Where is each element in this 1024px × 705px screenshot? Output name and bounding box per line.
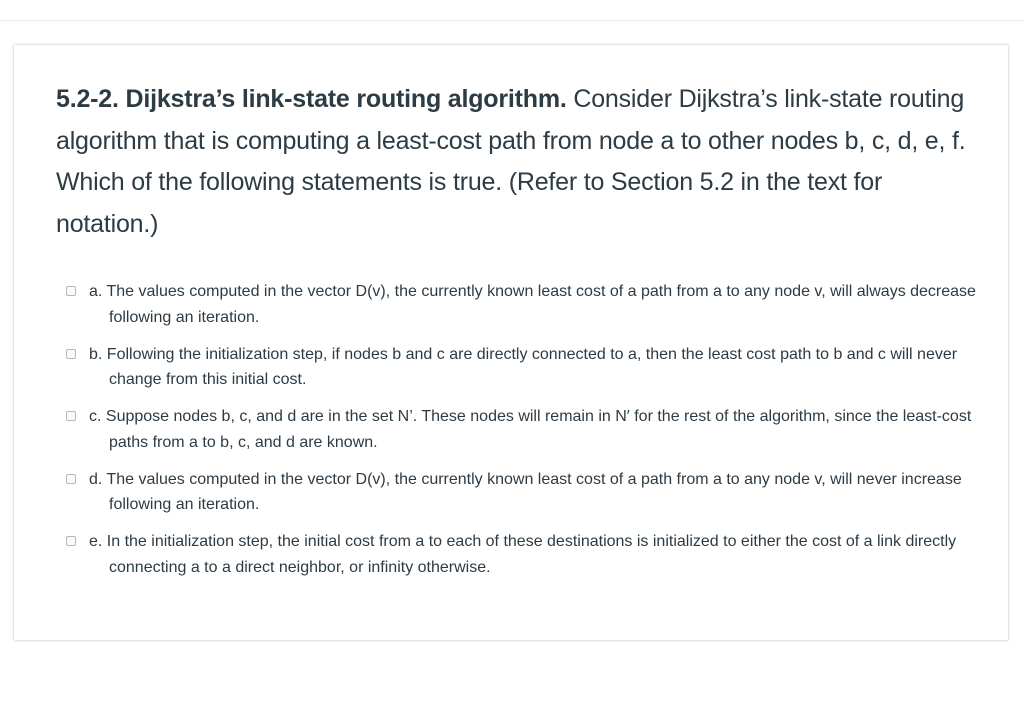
- option-d[interactable]: [66, 469, 976, 518]
- top-divider: [0, 20, 1024, 21]
- question-card: [14, 45, 1008, 640]
- option-a[interactable]: [66, 281, 976, 330]
- option-e[interactable]: [66, 531, 976, 580]
- option-e-label[interactable]: e. In the initialization step, the initial cost from a to each of these destinations is initialized to either the cost of a link directly connecting a to a direct neighbor, or infinity otherwise.: [89, 533, 957, 576]
- option-a-label[interactable]: a. The values computed in the vector D(v), the currently known least cost of a path from a to any node v, will always decrease following an iteration.: [89, 283, 976, 326]
- option-b-checkbox[interactable]: [66, 349, 76, 359]
- option-a-checkbox[interactable]: [66, 286, 76, 296]
- question-text: [56, 79, 976, 245]
- option-d-label[interactable]: d. The values computed in the vector D(v), the currently known least cost of a path from a to any node v, will never increase following an iteration.: [89, 470, 962, 513]
- option-c-checkbox[interactable]: [66, 411, 76, 421]
- option-b[interactable]: [66, 344, 976, 393]
- option-e-checkbox[interactable]: [66, 536, 76, 546]
- option-d-checkbox[interactable]: [66, 474, 76, 484]
- question-body: Consider Dijkstra’s link-state routing algorithm that is computing a least-cost path from node a to other nodes b, c, d, e, f. Which of the following statements is true. (Refer to Section 5.2 in the text for notation.): [56, 85, 966, 238]
- option-b-label[interactable]: b. Following the initialization step, if nodes b and c are directly connected to a, then the least cost path to b and c will never change from this initial cost.: [89, 345, 958, 388]
- answer-options: [66, 281, 976, 594]
- option-c-label[interactable]: c. Suppose nodes b, c, and d are in the set N’. These nodes will remain in N′ for the rest of the algorithm, since the least-cost paths from a to b, c, and d are known.: [89, 408, 972, 451]
- question-title: 5.2-2. Dijkstra’s link-state routing algorithm.: [56, 85, 567, 113]
- option-c[interactable]: [66, 406, 976, 455]
